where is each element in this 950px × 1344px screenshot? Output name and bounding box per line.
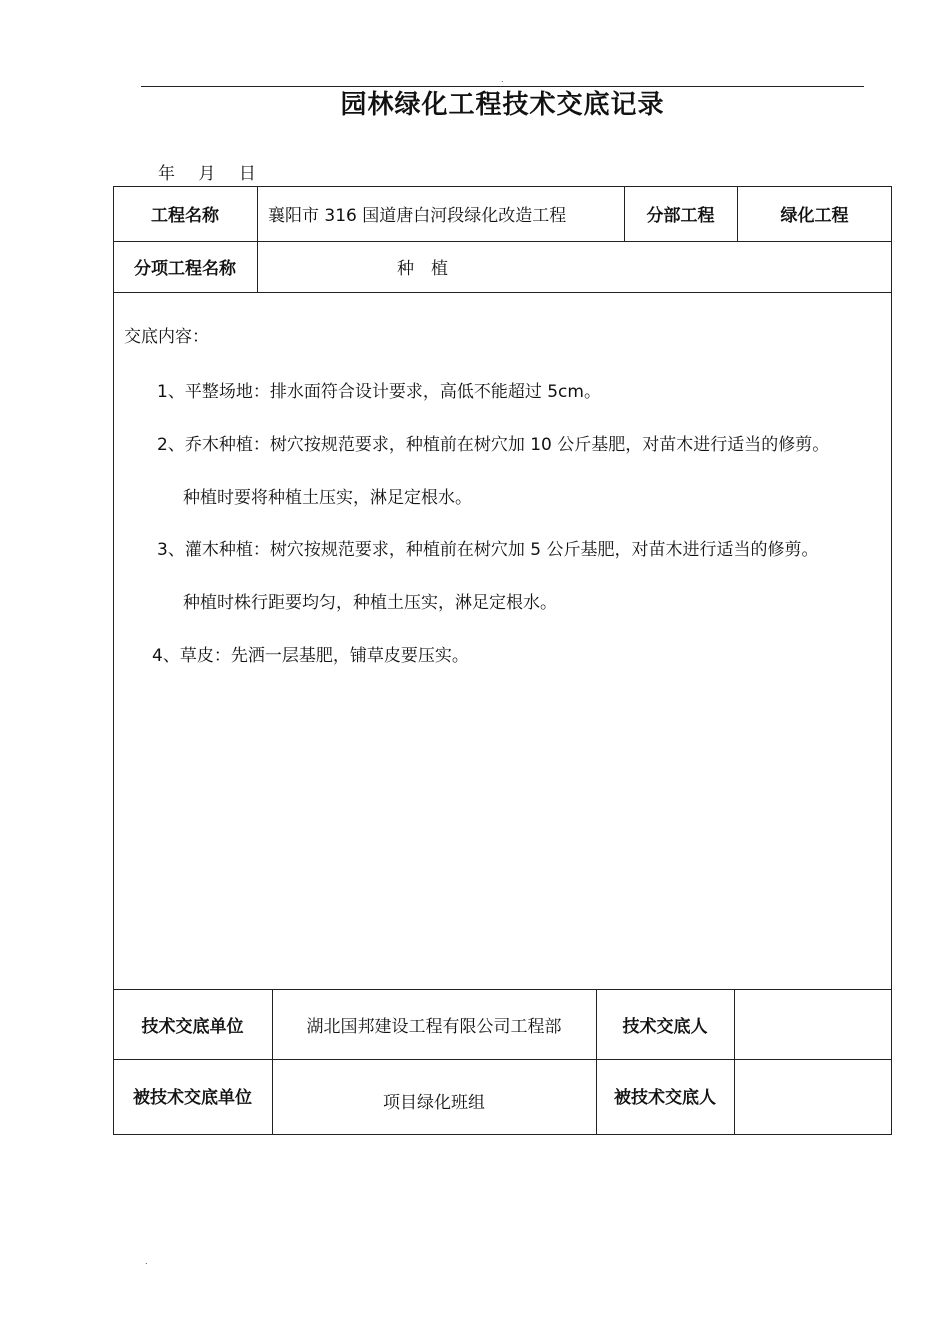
content-line: 1、平整场地：排水面符合设计要求，高低不能超过 5cm。 (157, 382, 601, 402)
recv-person-value (734, 1059, 892, 1131)
division-label: 分部工程 (646, 206, 715, 226)
date-year: 年 (158, 164, 175, 184)
header-dot: . (501, 75, 504, 84)
footer-dot: . (145, 1257, 148, 1266)
date-day: 日 (238, 164, 256, 184)
subitem-label: 分项工程名称 (134, 259, 236, 279)
division-value: 绿化工程 (780, 206, 849, 226)
subitem-value: 种 植 (397, 259, 448, 279)
content-line: 3、灌木种植：树穴按规范要求，种植前在树穴加 5 公斤基肥，对苗木进行适当的修剪。 (157, 540, 819, 560)
date-month: 月 (198, 164, 216, 184)
recv-person-label: 被技术交底人 (614, 1087, 716, 1108)
person-label: 技术交底人 (622, 1016, 708, 1037)
unit-label: 技术交底单位 (141, 1016, 244, 1037)
content-label: 交底内容： (124, 327, 209, 347)
recv-unit-label: 被技术交底单位 (133, 1087, 252, 1108)
content-line: 2、乔木种植：树穴按规范要求，种植前在树穴加 10 公斤基肥，对苗木进行适当的修剪。 (157, 435, 830, 455)
person-value (734, 989, 892, 1059)
date-line (158, 163, 274, 185)
col-divider (257, 186, 258, 292)
header-rule (141, 86, 864, 87)
project-name-value: 襄阳市 316 国道唐白河段绿化改造工程 (268, 206, 567, 226)
recv-unit-value: 项目绿化班组 (383, 1092, 485, 1113)
content-line: 种植时要将种植土压实，淋足定根水。 (183, 488, 472, 508)
row-divider (113, 292, 892, 293)
unit-value: 湖北国邦建设工程有限公司工程部 (306, 1016, 562, 1037)
document-title: 园林绿化工程技术交底记录 (340, 90, 665, 120)
content-line: 种植时株行距要均匀，种植土压实，淋足定根水。 (183, 593, 557, 613)
project-name-label: 工程名称 (151, 206, 219, 226)
content-line: 4、草皮：先洒一层基肥，铺草皮要压实。 (152, 646, 469, 666)
